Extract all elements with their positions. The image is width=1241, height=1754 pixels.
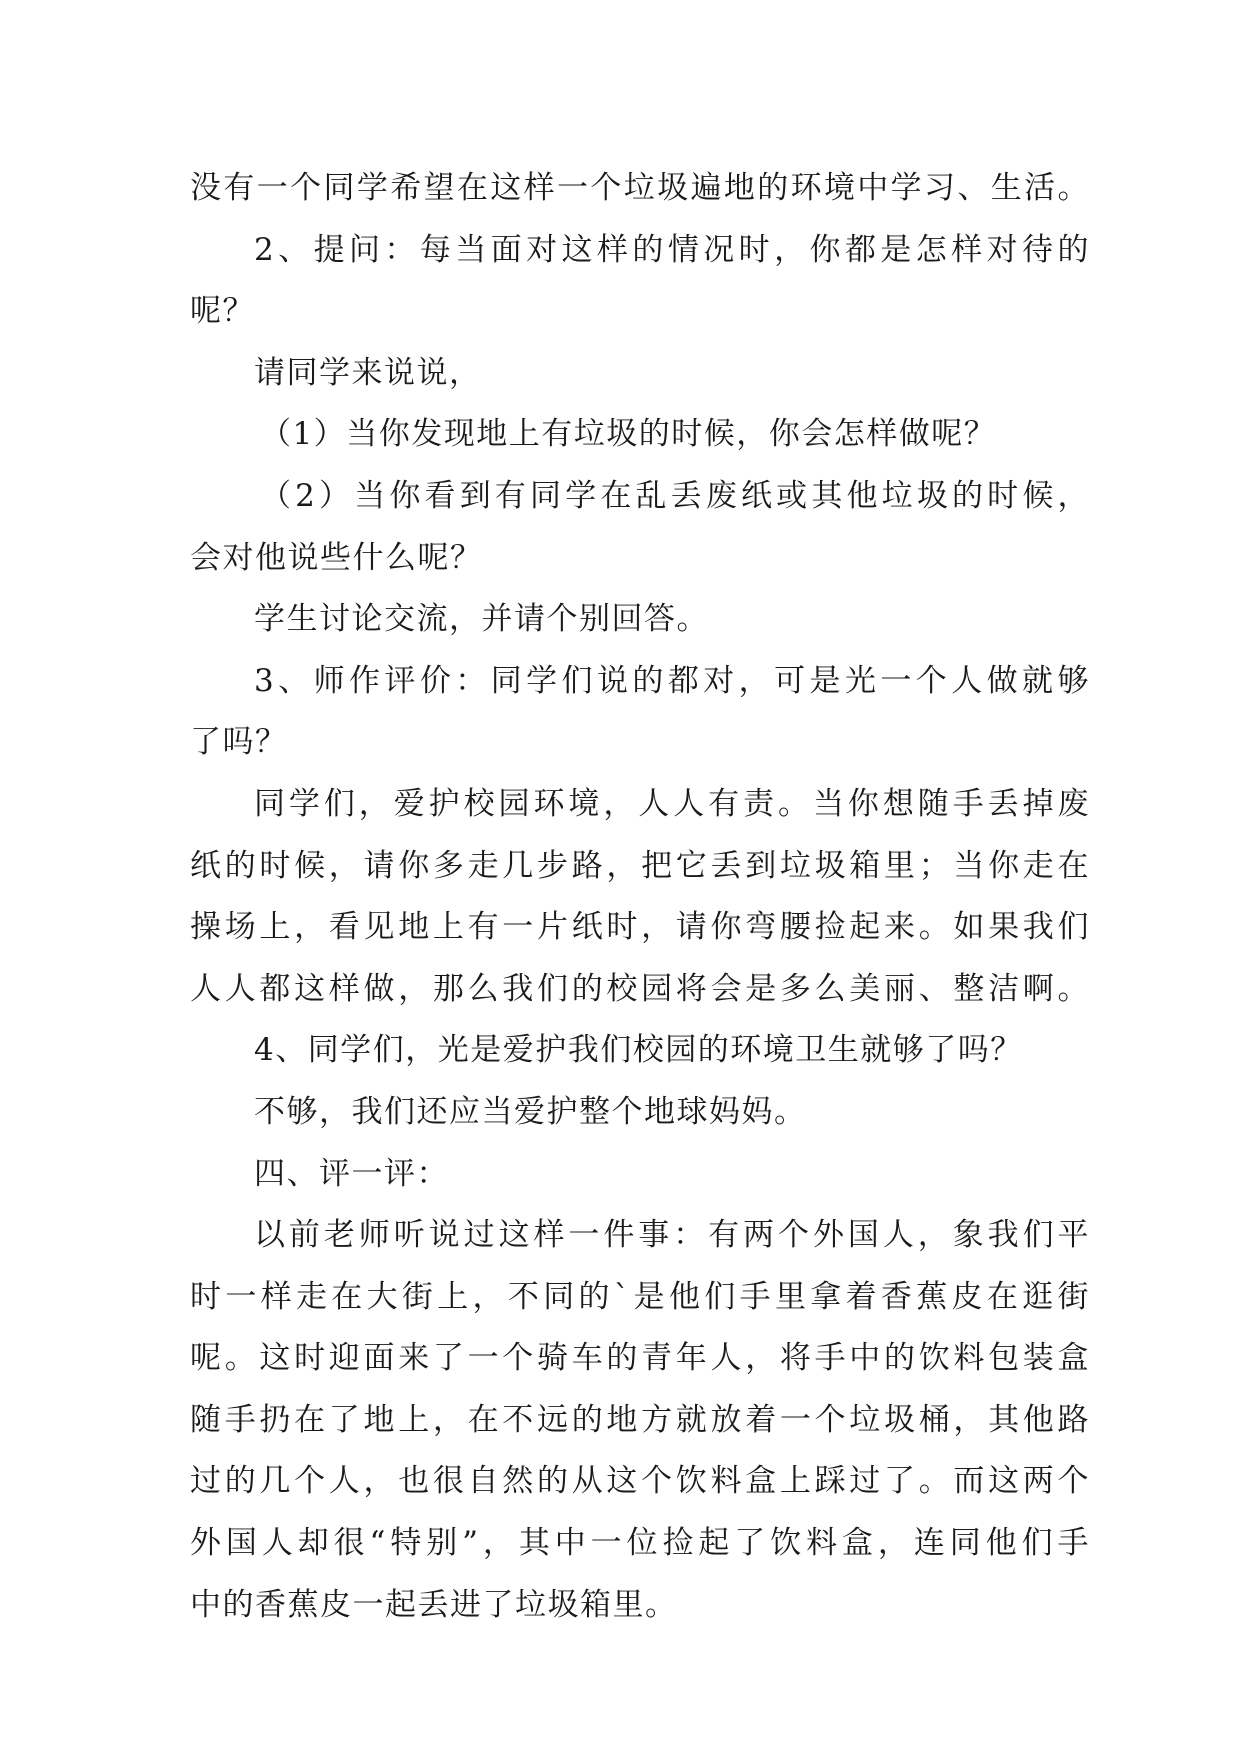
text-line: 中的香蕉皮一起丢进了垃圾箱里。 xyxy=(190,1586,678,1623)
text-line: 人人都这样做，那么我们的校园将会是多么美丽、整洁啊。 xyxy=(190,970,1090,1007)
text-line: 3、师作评价：同学们说的都对，可是光一个人做就够 xyxy=(254,662,1090,699)
text-line: 时一样走在大街上，不同的`是他们手里拿着香蕉皮在逛街 xyxy=(190,1278,1090,1315)
text-line: 同学们，爱护校园环境，人人有责。当你想随手丢掉废 xyxy=(254,785,1090,822)
text-line: （2）当你看到有同学在乱丢废纸或其他垃圾的时候， xyxy=(260,477,1090,514)
text-line: 2、提问：每当面对这样的情况时，你都是怎样对待的 xyxy=(254,231,1090,268)
body-text xyxy=(190,158,1090,1636)
text-line: 呢？ xyxy=(190,293,255,330)
text-line: 外国人却很“特别”，其中一位捡起了饮料盒，连同他们手 xyxy=(190,1525,1090,1562)
text-line: 以前老师听说过这样一件事：有两个外国人，象我们平 xyxy=(254,1217,1090,1254)
text-line: 会对他说些什么呢？ xyxy=(190,539,483,576)
text-line: 了吗？ xyxy=(190,724,288,761)
text-line: 操场上，看见地上有一片纸时，请你弯腰捡起来。如果我们 xyxy=(190,909,1090,946)
text-line: 随手扔在了地上，在不远的地方就放着一个垃圾桶，其他路 xyxy=(190,1401,1090,1438)
text-line: 学生讨论交流，并请个别回答。 xyxy=(254,601,709,638)
text-line: 过的几个人，也很自然的从这个饮料盒上踩过了。而这两个 xyxy=(190,1463,1090,1500)
text-line: 没有一个同学希望在这样一个垃圾遍地的环境中学习、生活。 xyxy=(190,170,1090,206)
section-heading: 四、评一评： xyxy=(254,1155,449,1192)
text-line: （1）当你发现地上有垃圾的时候，你会怎样做呢？ xyxy=(260,416,997,453)
text-line: 请同学来说说， xyxy=(254,354,482,391)
text-line: 呢。这时迎面来了一个骑车的青年人，将手中的饮料包装盒 xyxy=(190,1340,1090,1377)
text-line: 不够，我们还应当爱护整个地球妈妈。 xyxy=(254,1093,807,1130)
text-line: 4、同学们，光是爱护我们校园的环境卫生就够了吗？ xyxy=(254,1032,1023,1069)
text-line: 纸的时候，请你多走几步路，把它丢到垃圾箱里；当你走在 xyxy=(190,847,1090,884)
